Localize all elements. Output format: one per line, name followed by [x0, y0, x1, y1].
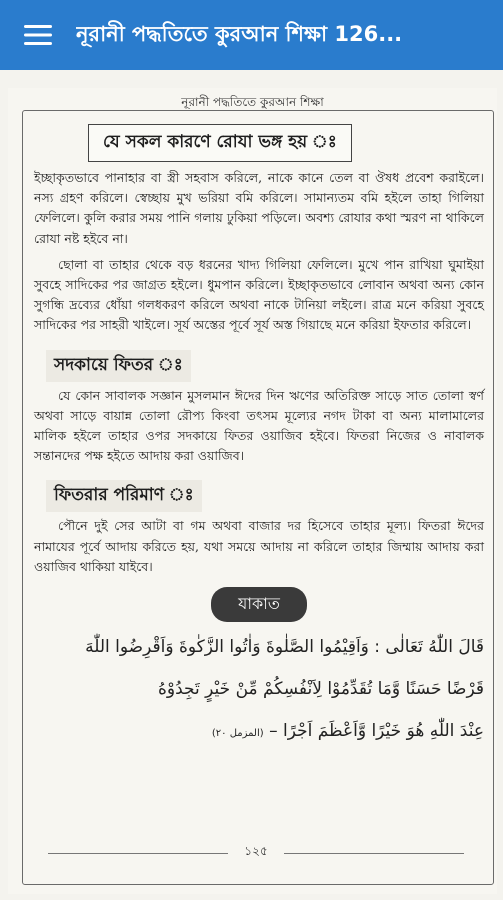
app-bar: [0, 0, 503, 70]
menu-button[interactable]: [0, 0, 76, 70]
section-heading-fitra-amount: ফিতরার পরিমাণ ঃ: [46, 480, 202, 512]
page-number: ১২৫: [244, 844, 268, 858]
divider: [284, 853, 464, 854]
arabic-line: قَرْضًا حَسَنًا وَّمَا تُقَدِّمُوْا لِاَنْفُسِكُمْ مِّنْ خَيْرٍ تَجِدُوْهُ: [158, 679, 484, 700]
running-head: নূরানী পদ্ধতিতে কুরআন শিক্ষা: [181, 95, 324, 109]
hamburger-menu-icon: [24, 24, 52, 46]
arabic-verse: [34, 626, 484, 755]
page-content: [34, 118, 484, 755]
zakat-heading-badge: যাকাত: [211, 587, 307, 622]
arabic-line-text: عِنْدَ اللّٰهِ هُوَ خَيْرًا وَّاَعْظَمَ اَجْرًا –: [269, 721, 484, 742]
section-heading-fast-breakers: যে সকল কারণে রোযা ভঙ্গ হয় ঃ: [88, 124, 352, 162]
paragraph: ইচ্ছাকৃতভাবে পানাহার বা স্ত্রী সহবাস করিলে, নাকে কানে তেল বা ঔষধ প্রবেশ করাইলে। নস্য গ্রহণ করিলে। স্বেচ্ছায় মুখ ভরিয়া বমি করিলে। সামান্যতম বমি হইলে তাহা গিলিয়া ফেলিলে। কুলি করার সময় পানি গলায় ঢুকিয়া পড়িলে। অবশ্য রোযার কথা স্মরণ না থাকিলে রোযা নষ্ট হইবে না।: [34, 170, 484, 246]
arabic-line: قَالَ اللّٰهُ تَعَالٰى : وَاَقِيْمُوا الصَّلٰوةَ وَاٰتُوا الزَّكٰوةَ وَاَقْرِضُوا اللّٰهَ: [85, 637, 484, 658]
arabic-line: [34, 710, 484, 755]
paragraph: পৌনে দুই সের আটা বা গম অথবা বাজার দর হিসেবে তাহার মূল্য। ফিতরা ঈদের নামাযের পূর্বে আদায় করিতে হয়, যথা সময়ে আদায় না করিলে তাহার জিম্মায় আদায় করা ওয়াজিব থাকিয়া যাইবে।: [34, 518, 484, 574]
section-heading-sadaqatul-fitr: সদকায়ে ফিতর ঃ: [46, 350, 191, 382]
paragraph: ছোলা বা তাহার থেকে বড় ধরনের খাদ্য গিলিয়া ফেলিলে। মুখে পান রাখিয়া ঘুমাইয়া সুবহে সাদিকের পর জাগ্রত হইলে। ধুমপান করিলে। ইচ্ছাকৃতভাবে লোবান অথবা অন্য কোন সুগন্ধি দ্রব্যের ধোঁয়া গলধকরণ করিলে অথবা নাকে টানিয়া লইলে। রাত্র মনে করিয়া সুবহে সাদিকের পর সাহরী খাইলে। সূর্য অস্তের পূর্বে সূর্য অস্ত গিয়াছে মনে করিয়া ইফতার করিলে।: [34, 256, 484, 333]
verse-reference: (المزمل ٢٠): [211, 728, 264, 740]
app-title: নূরানী পদ্ধতিতে কুরআন শিক্ষা 126...: [76, 21, 403, 46]
book-page[interactable]: [8, 88, 497, 894]
divider: [48, 853, 228, 854]
paragraph: যে কোন সাবালক সজ্ঞান মুসলমান ঈদের দিন ঋণের অতিরিক্ত সাড়ে সাত তোলা স্বর্ণ অথবা সাড়ে বায়ান্ন তোলা রৌপ্য কিংবা তৎসম মূল্যের নগদ টাকা বা অন্য মালামালের মালিক হইলে তাহার ওপর সদকায়ে ফিতর ওয়াজিব হইবে। ফিতরা নিজের ও নাবালক সন্তানদের পক্ষ হইতে আদায় করা ওয়াজিব।: [34, 387, 484, 464]
